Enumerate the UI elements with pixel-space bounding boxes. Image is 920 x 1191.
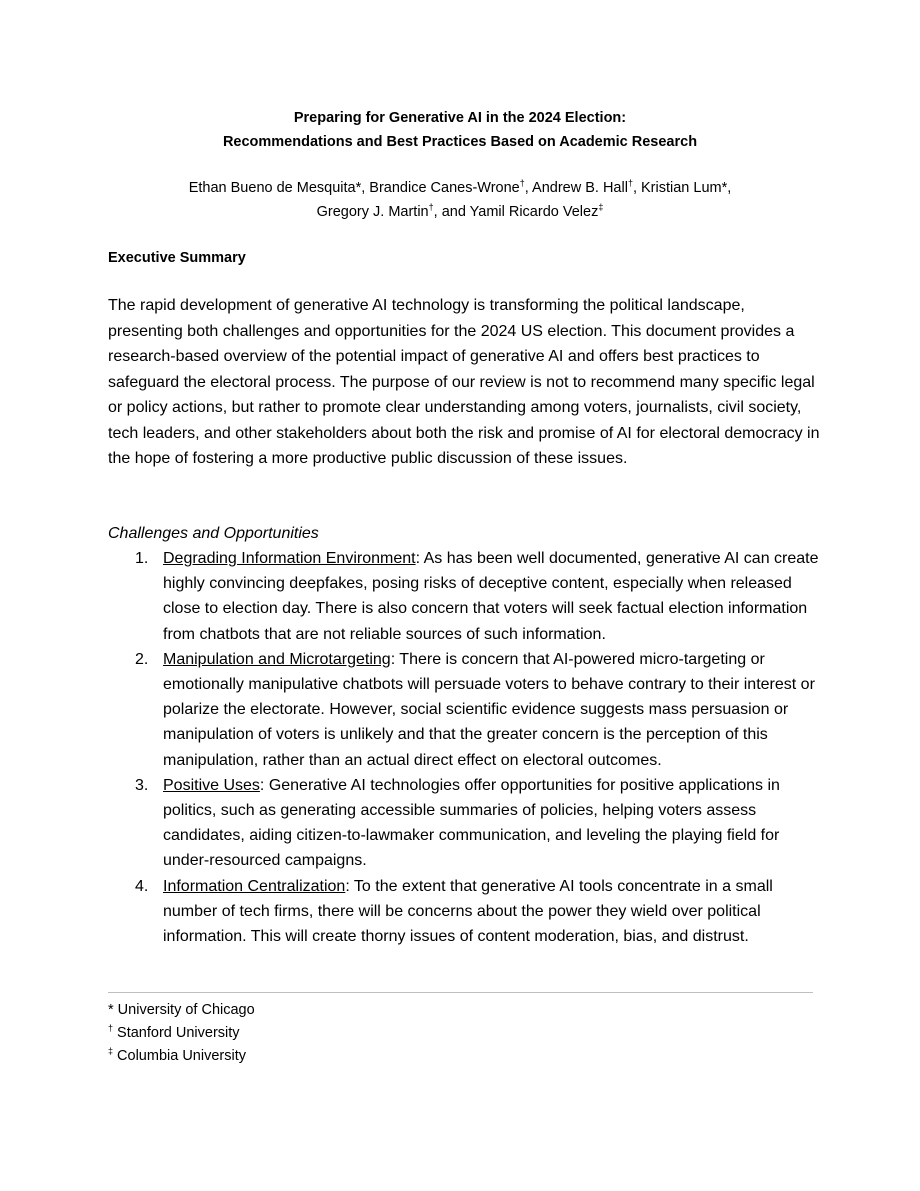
list-item-text: : As has been well documented, generative AI can create highly convincing deepfakes, posing risks of deceptive content, especially when released close to election day. There is also concern that voters will seek factual election information from chatbots that are not reliable sources of such information. [163, 550, 819, 643]
list-item-label: Information Centralization [163, 877, 346, 895]
list-item [108, 773, 820, 874]
list-item-label: Positive Uses [163, 776, 260, 794]
footnote-university-of-chicago [108, 1000, 255, 1020]
author-name: , Kristian Lum*, [632, 180, 732, 196]
author-name: , and Yamil Ricardo Velez [433, 204, 599, 220]
title-line-1: Preparing for Generative AI in the 2024 Election: [293, 110, 627, 126]
executive-summary-heading: Executive Summary [108, 250, 246, 266]
list-item-number: 4. [135, 877, 149, 895]
author-name: Ethan Bueno de Mesquita*, [188, 180, 370, 196]
executive-summary-paragraph: The rapid development of generative AI technology is transforming the political landscape, presenting both challenges and opportunities for the 2024 US election. This document provides a research-based overview of the potential impact of generative AI and offers best practices to safeguard the electoral process. The purpose of our review is not to recommend many specific legal or policy actions, but rather to promote clear understanding among voters, journalists, civil society, tech leaders, and other stakeholders about both the risk and promise of AI for electoral democracy in the hope of fostering a more productive public discussion of these issues. [108, 297, 820, 467]
list-item-label: Manipulation and Microtargeting [163, 650, 391, 668]
list-item-number: 2. [135, 650, 149, 668]
footnote-mark: * [108, 1002, 114, 1018]
footnote-mark: † [108, 1023, 114, 1034]
author-affiliation-mark: † [627, 178, 633, 189]
authors-line-1 [0, 177, 920, 200]
list-item-number: 1. [135, 550, 149, 567]
list-item-label: Degrading Information Environment [163, 550, 416, 567]
list-item [108, 647, 820, 773]
list-item-number: 3. [135, 776, 149, 794]
challenges-heading: Challenges and Opportunities [108, 525, 319, 542]
list-item-text: : To the extent that generative AI tools concentrate in a small number of tech firms, there will be concerns about the power they wield over political information. This will create thorny issues of content moderation, bias, and distrust. [163, 877, 773, 946]
list-item [108, 546, 820, 647]
footnote-text: Columbia University [113, 1048, 246, 1064]
author-name: Gregory J. Martin [316, 204, 429, 220]
title-line-2: Recommendations and Best Practices Based on Academic Research [222, 134, 698, 150]
list-item [108, 874, 820, 950]
challenges-list [108, 546, 820, 949]
footnote-text: University of Chicago [113, 1002, 255, 1018]
authors-line-2 [0, 201, 920, 224]
author-name: Brandice Canes-Wrone [369, 180, 520, 196]
author-affiliation-mark: † [428, 202, 434, 213]
list-item-text: : Generative AI technologies offer opportunities for positive applications in politics, such as generating accessible summaries of policies, helping voters assess candidates, aiding citizen-to-lawmaker communication, and leveling the playing field for under-resourced campaigns. [163, 776, 780, 870]
author-affiliation-mark: ‡ [598, 202, 604, 213]
footnote-mark: ‡ [108, 1046, 114, 1057]
footnote-stanford-university [108, 1023, 240, 1043]
author-affiliation-mark: † [519, 178, 525, 189]
footnote-divider [108, 992, 813, 993]
author-name: , Andrew B. Hall [524, 180, 628, 196]
footnote-text: Stanford University [113, 1025, 240, 1041]
footnote-columbia-university [108, 1046, 246, 1066]
list-item-text: : There is concern that AI-powered micro-targeting or emotionally manipulative chatbots will persuade voters to behave contrary to their interest or polarize the electorate. However, social scientific evidence suggests mass persuasion or manipulation of voters is unlikely and that the greater concern is the perception of this manipulation, rather than an actual direct effect on electoral outcomes. [163, 650, 815, 769]
